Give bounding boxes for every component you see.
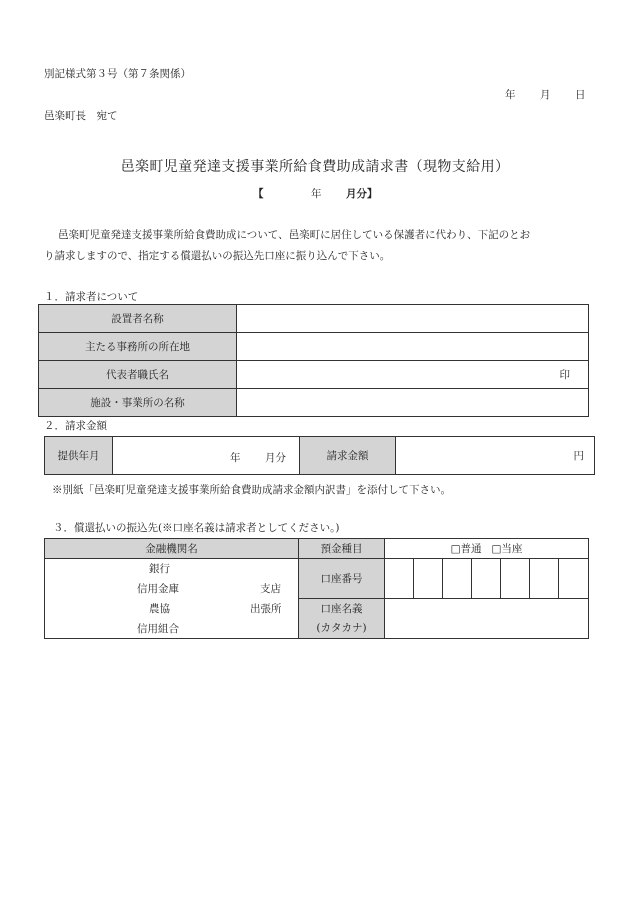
requester-table [38, 304, 589, 417]
bank-table [44, 538, 589, 639]
branch-type-branch: 支店 [260, 583, 281, 595]
account-digit-5[interactable] [501, 559, 530, 599]
account-digit-6[interactable] [530, 559, 559, 599]
period-month: 月分】 [346, 188, 378, 200]
representative-field[interactable]: 印 [237, 361, 589, 389]
option-ordinary[interactable]: □普通 [450, 543, 482, 555]
account-digit-4[interactable] [472, 559, 501, 599]
account-digit-2[interactable] [414, 559, 443, 599]
account-digit-7[interactable] [559, 559, 589, 599]
section2-heading: ２．請求金額 [44, 420, 107, 432]
intro-line-1: 邑楽町児童発達支援事業所給食費助成について、邑楽町に居住している保護者に代わり、下記のとお [58, 229, 531, 241]
provided-month-suffix: 月分 [265, 452, 286, 464]
label-representative: 代表者職氏名 [39, 361, 237, 389]
bank-type-agri-coop: 農協 [149, 603, 170, 615]
intro-line-2: り請求しますので、指定する償還払いの振込先口座に振り込んで下さい。 [44, 250, 391, 262]
provided-month-field[interactable] [113, 437, 300, 475]
label-account-number: 口座番号 [299, 559, 385, 599]
section3-heading: ３．償還払いの振込先(※口座名義は請求者としてください。) [53, 522, 340, 534]
deposit-type-options [385, 539, 589, 559]
label-facility-name: 施設・事業所の名称 [39, 389, 237, 417]
bank-type-credit-union: 信用金庫 [137, 583, 179, 595]
label-founder-name: 設置者名称 [39, 305, 237, 333]
label-account-name [299, 599, 385, 639]
period-year: 年 [311, 188, 322, 200]
attachment-note: ※別紙「邑楽町児童発達支援事業所給食費助成請求金額内訳書」を添付して下さい。 [52, 484, 451, 496]
date-day: 日 [575, 89, 586, 101]
date-year: 年 [505, 89, 516, 101]
label-deposit-type: 預金種目 [299, 539, 385, 559]
bank-name-field[interactable] [45, 559, 299, 639]
provided-year-suffix: 年 [230, 452, 241, 464]
account-name-kana-line: (カタカナ) [316, 621, 367, 634]
account-name-field[interactable] [385, 599, 589, 639]
label-office-address: 主たる事務所の所在地 [39, 333, 237, 361]
bank-type-bank: 銀行 [149, 563, 170, 575]
founder-name-field[interactable] [237, 305, 589, 333]
amount-table [44, 436, 595, 475]
label-claim-amount: 請求金額 [300, 437, 396, 475]
date-month: 月 [540, 89, 551, 101]
label-bank-name: 金融機関名 [45, 539, 299, 559]
account-digit-1[interactable] [385, 559, 414, 599]
account-digit-3[interactable] [443, 559, 472, 599]
facility-name-field[interactable] [237, 389, 589, 417]
office-address-field[interactable] [237, 333, 589, 361]
form-number: 別記様式第３号（第７条関係） [44, 68, 191, 80]
period-open: 【 [253, 188, 264, 200]
label-provided-month: 提供年月 [45, 437, 113, 475]
option-current[interactable]: □当座 [491, 543, 523, 555]
claim-amount-field[interactable]: 円 [396, 437, 595, 475]
account-name-label-line: 口座名義 [320, 602, 363, 615]
bank-type-credit-coop: 信用組合 [137, 623, 179, 635]
document-title: 邑楽町児童発達支援事業所給食費助成請求書（現物支給用） [120, 159, 510, 175]
addressee: 邑楽町長 宛て [44, 110, 118, 122]
section1-heading: １．請求者について [44, 291, 139, 303]
branch-type-sub-branch: 出張所 [250, 603, 282, 615]
